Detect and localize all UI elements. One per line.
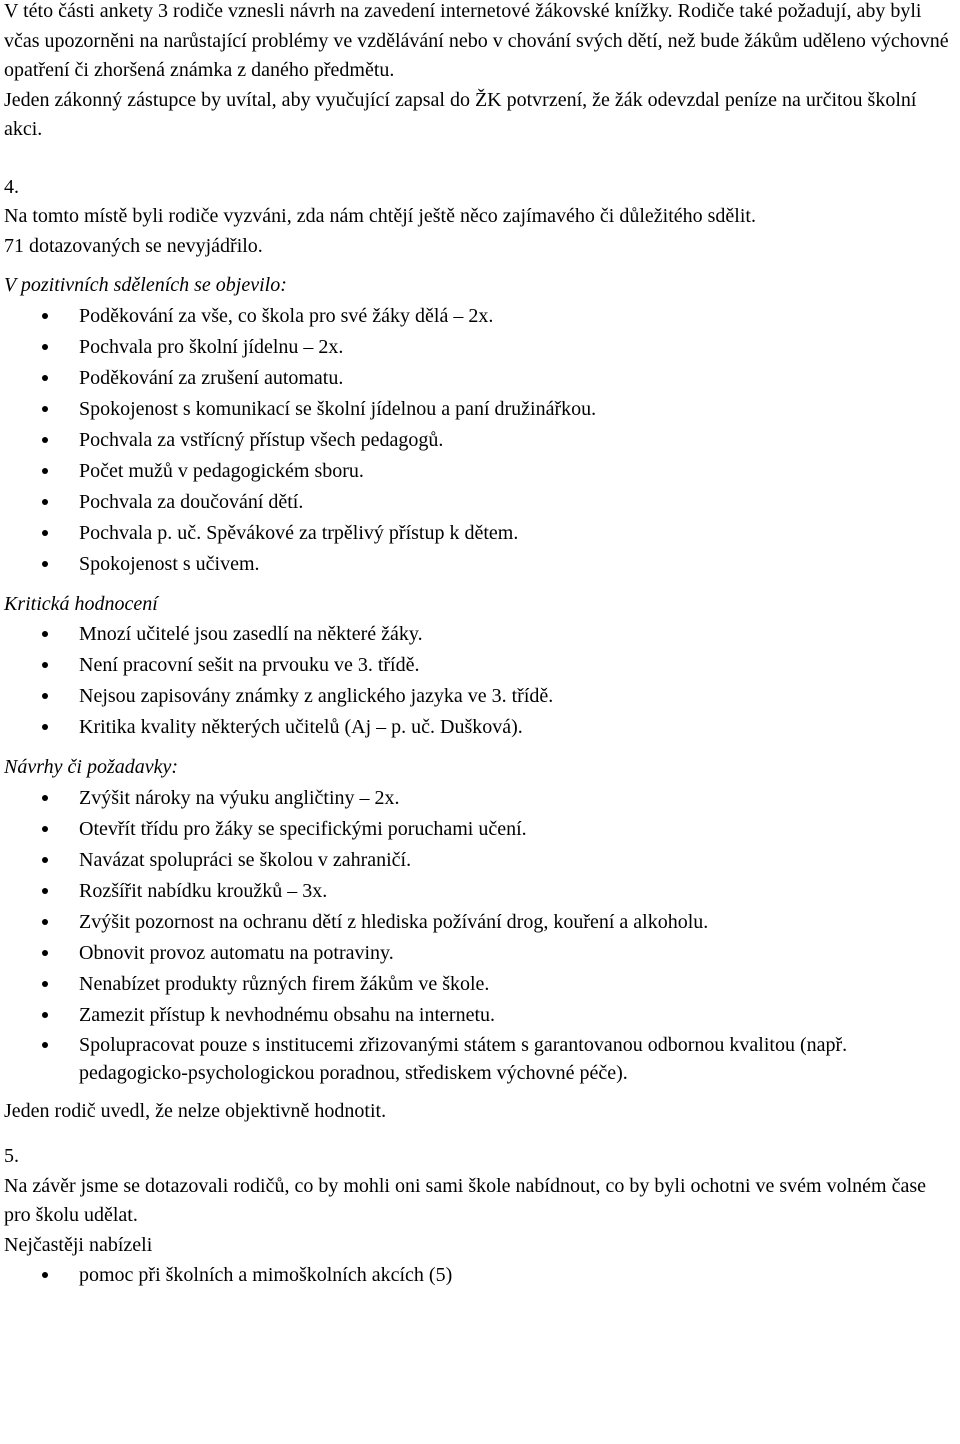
proposals-heading: Návrhy či požadavky: — [4, 756, 179, 778]
list-item: Zvýšit pozornost na ochranu dětí z hlediska požívání drog, kouření a alkoholu. — [4, 907, 956, 938]
list-item: pomoc při školních a mimoškolních akcích (5) — [4, 1260, 956, 1291]
positive-list — [4, 301, 956, 580]
no-answer-count: 71 dotazovaných se nevyjádřilo. — [4, 234, 263, 257]
list-item: Není pracovní sešit na prvouku ve 3. třídě. — [4, 650, 956, 681]
list-item: Pochvala p. uč. Spěvákové za trpělivý přístup k dětem. — [4, 518, 956, 549]
list-item: Spokojenost s komunikací se školní jídelnou a paní družinářkou. — [4, 394, 956, 425]
offers-heading: Nejčastěji nabízeli — [4, 1233, 153, 1256]
list-item: Zamezit přístup k nevhodnému obsahu na internetu. — [4, 1000, 956, 1031]
spacer — [4, 1126, 956, 1142]
intro-paragraph: V této části ankety 3 rodiče vznesli návrh na zavedení internetové žákovské knížky. Rodiče také požadují, aby byli včas upozorněni na narůstající problémy ve vzdělávání nebo v chování svých dětí, než bude žákům uděleno výchovné opatření či zhoršená známka z daného předmětu. — [4, 0, 949, 81]
spacer — [4, 145, 956, 173]
closing-note: Jeden rodič uvedl, že nelze objektivně hodnotit. — [4, 1099, 387, 1122]
list-item: Rozšířit nabídku kroužků – 3x. — [4, 876, 956, 907]
positive-heading: V pozitivních sděleních se objevilo: — [4, 274, 287, 296]
list-item: Nenabízet produkty různých firem žákům ve škole. — [4, 969, 956, 1000]
section-number: 4. — [4, 175, 19, 198]
list-item: Kritika kvality některých učitelů (Aj – p. uč. Dušková). — [4, 712, 956, 743]
section-number: 5. — [4, 1145, 19, 1167]
list-item: Počet mužů v pedagogickém sboru. — [4, 456, 956, 487]
list-item: Poděkování za vše, co škola pro své žáky dělá – 2x. — [4, 301, 956, 332]
list-item: Pochvala za doučování dětí. — [4, 487, 956, 518]
intro-paragraph-2: Jeden zákonný zástupce by uvítal, aby vyučující zapsal do ŽK potvrzení, že žák odevzdal peníze na určitou školní akci. — [4, 88, 917, 140]
list-item: Obnovit provoz automatu na potraviny. — [4, 938, 956, 969]
list-item: Zvýšit nároky na výuku angličtiny – 2x. — [4, 783, 956, 814]
list-item: Mnozí učitelé jsou zasedlí na některé žáky. — [4, 619, 956, 650]
critical-list — [4, 619, 956, 743]
section-question: Na závěr jsme se dotazovali rodičů, co by mohli oni sami škole nabídnout, co by byli ochotni ve svém volném čase pro školu udělat. — [4, 1174, 927, 1226]
offers-list — [4, 1260, 956, 1291]
list-item: Otevřít třídu pro žáky se specifickými poruchami učení. — [4, 814, 956, 845]
document-page — [4, 0, 956, 1291]
list-item: Spolupracovat pouze s institucemi zřizovanými státem s garantovanou odbornou kvalitou (např. pedagogicko-psychologickou poradnou, střediskem výchovné péče). — [4, 1031, 956, 1087]
proposals-list — [4, 783, 956, 1087]
list-item: Poděkování za zrušení automatu. — [4, 363, 956, 394]
list-item: Nejsou zapisovány známky z anglického jazyka ve 3. třídě. — [4, 681, 956, 712]
section-question: Na tomto místě byli rodiče vyzváni, zda nám chtějí ještě něco zajímavého či důležitého sdělit. — [4, 205, 756, 227]
list-item: Spokojenost s učivem. — [4, 549, 956, 580]
list-item: Pochvala pro školní jídelnu – 2x. — [4, 332, 956, 363]
critical-heading: Kritická hodnocení — [4, 592, 158, 615]
list-item: Navázat spolupráci se školou v zahraničí. — [4, 845, 956, 876]
list-item: Pochvala za vstřícný přístup všech pedagogů. — [4, 425, 956, 456]
